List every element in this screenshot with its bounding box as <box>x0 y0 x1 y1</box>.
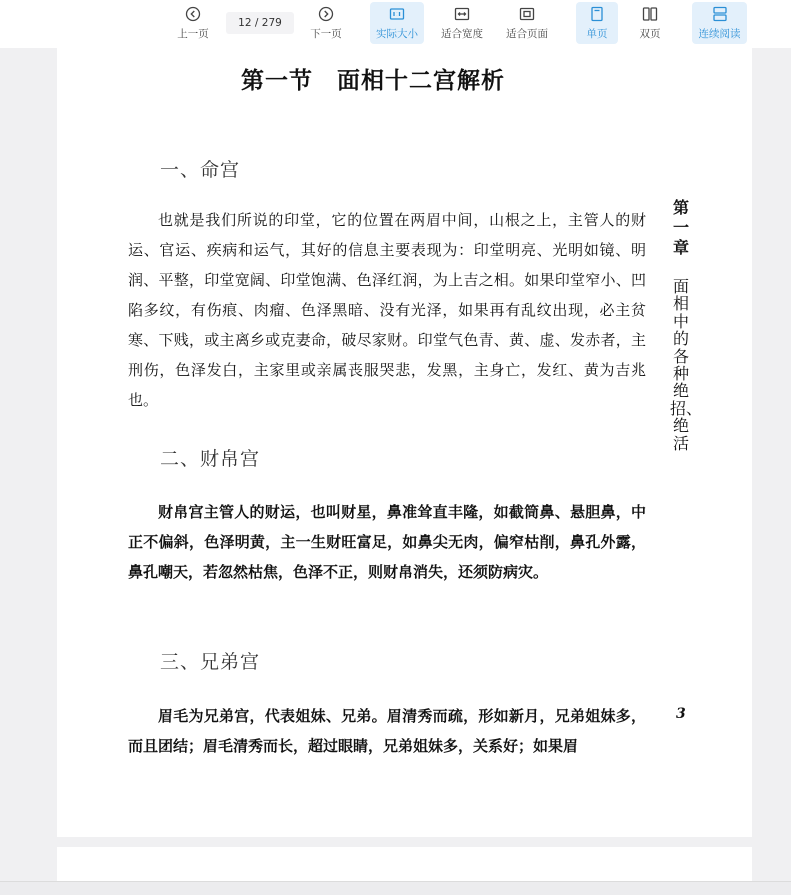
single-page-icon <box>589 6 605 22</box>
next-page-button[interactable] <box>303 2 349 44</box>
page-number-input[interactable] <box>226 12 294 34</box>
chevron-right-circle-icon <box>318 6 334 22</box>
chevron-left-circle-icon <box>185 6 201 22</box>
continuous-reading-icon <box>712 6 728 22</box>
fit-page-label: 适合页面 <box>506 27 548 40</box>
actual-size-label: 实际大小 <box>376 27 418 40</box>
fit-page-button[interactable] <box>500 2 554 44</box>
section-title: 第一节 面相十二宫解析 <box>241 67 505 94</box>
reader-toolbar <box>0 0 791 48</box>
fit-width-button[interactable] <box>436 2 488 44</box>
side-chapter-title: 面相中的各种绝招、绝活 <box>670 277 703 453</box>
fit-width-icon <box>454 6 470 22</box>
section-body-2: 财帛宫主管人的财运，也叫财星，鼻准耸直丰隆，如截筒鼻、悬胆鼻，中正不偏斜，色泽明黄，主一生财旺富足，如鼻尖无肉，偏窄枯削，鼻孔外露，鼻孔嘲天，若忽然枯焦，色泽不正，则财帛消失，还须防病灾。 <box>128 503 646 581</box>
section-body-1: 也就是我们所说的印堂，它的位置在两眉中间，山根之上，主管人的财运、官运、疾病和运气，其好的信息主要表现为：印堂明亮、光明如镜、明润、平整，印堂宽阔、印堂饱满、色泽红润，为上吉之相。如果印堂窄小、凹陷多纹，有伤痕、肉瘤、色泽黑暗、没有光泽，如果再有乱纹出现，必主贫寒、下贱，或主离乡或克妻命，破尽家财。印堂气色青、黄、虚、发赤者，主刑伤，色泽发白，主家里或亲属丧服哭悲，发黑，主身亡，发红、黄为吉兆也。 <box>128 211 646 409</box>
page-separator: / <box>254 17 259 29</box>
prev-page-button[interactable] <box>170 2 216 44</box>
actual-size-icon <box>389 6 405 22</box>
double-page-icon <box>642 6 658 22</box>
single-page-label: 单页 <box>586 27 608 40</box>
horizontal-scrollbar[interactable] <box>0 881 791 895</box>
actual-size-button[interactable] <box>370 2 424 44</box>
single-page-button[interactable] <box>576 2 618 44</box>
fit-page-icon <box>519 6 535 22</box>
page-number: 3 <box>676 706 686 722</box>
double-page-label: 双页 <box>639 27 661 40</box>
continuous-reading-button[interactable] <box>692 2 747 44</box>
fit-width-label: 适合宽度 <box>441 27 483 40</box>
prev-page-label: 上一页 <box>177 27 209 40</box>
continuous-reading-label: 连续阅读 <box>698 27 741 40</box>
section-heading-1: 一、命宫 <box>160 159 241 181</box>
current-page: 12 <box>238 17 252 29</box>
section-heading-2: 二、财帛宫 <box>160 448 261 470</box>
next-page-label: 下一页 <box>310 27 342 40</box>
section-body-3: 眉毛为兄弟宫，代表姐妹、兄弟。眉清秀而疏，形如新月，兄弟姐妹多，而且团结；眉毛清秀而长，超过眼睛，兄弟姐妹多，关系好；如果眉 <box>128 707 646 755</box>
side-chapter-label: 第一章 <box>672 198 689 257</box>
double-page-button[interactable] <box>629 2 671 44</box>
total-pages: 279 <box>261 17 282 29</box>
section-heading-3: 三、兄弟宫 <box>160 651 261 673</box>
